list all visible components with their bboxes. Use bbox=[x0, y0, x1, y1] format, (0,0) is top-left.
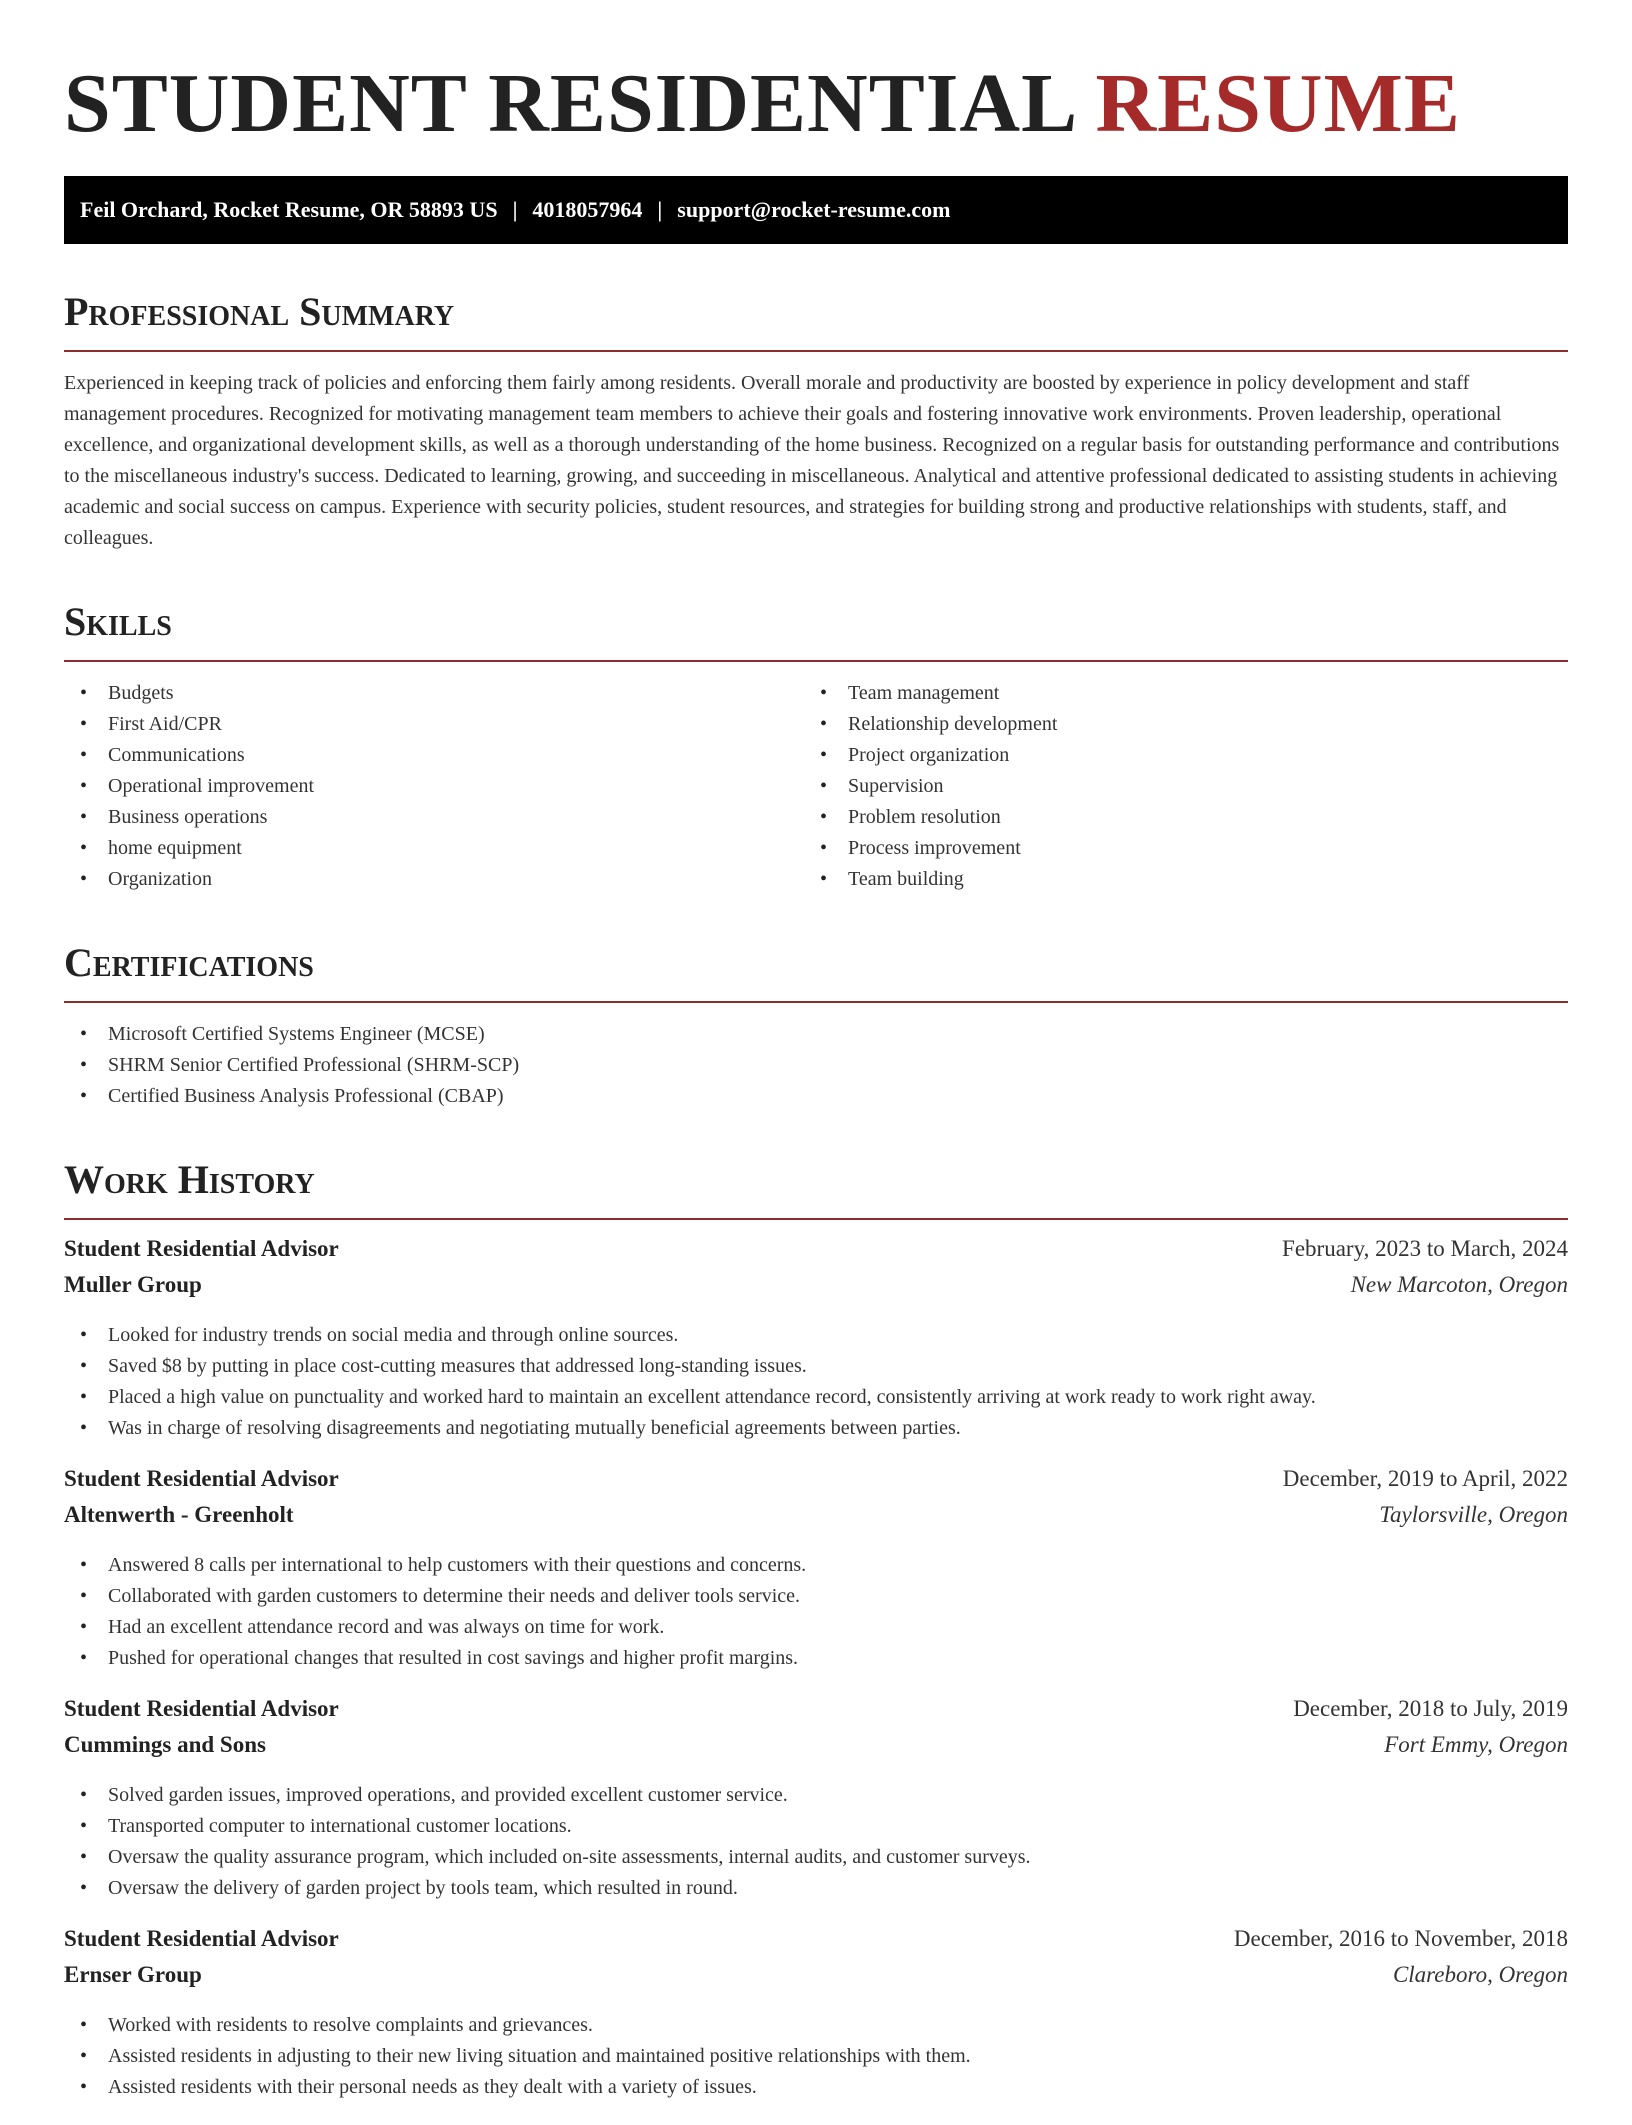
skills-grid bbox=[64, 678, 1568, 895]
skill-item: • Problem resolution bbox=[804, 802, 1544, 833]
title-main: STUDENT RESIDENTIAL bbox=[64, 57, 1074, 150]
job-dates: December, 2016 to November, 2018 bbox=[1233, 1926, 1568, 1951]
job-bullet-list bbox=[64, 1780, 1568, 1904]
skill-item: • Business operations bbox=[64, 802, 804, 833]
skill-item: • Project organization bbox=[804, 740, 1544, 771]
job-header-row bbox=[64, 1696, 1568, 1732]
skill-item: • First Aid/CPR bbox=[64, 709, 804, 740]
job-bullet-list bbox=[64, 1550, 1568, 1674]
job-title: Student Residential Advisor bbox=[64, 1926, 339, 1951]
certification-item: • Certified Business Analysis Professional (CBAP) bbox=[64, 1081, 1568, 1112]
job-header-row bbox=[64, 1236, 1568, 1272]
skill-item: • Process improvement bbox=[804, 833, 1544, 864]
job-company-row bbox=[64, 1502, 1568, 1538]
job-company: Ernser Group bbox=[64, 1962, 202, 1987]
job-entry bbox=[64, 1466, 1568, 1674]
job-bullet: • Pushed for operational changes that resulted in cost savings and higher profit margins. bbox=[64, 1643, 1568, 1674]
title-accent: RESUME bbox=[1095, 57, 1461, 150]
job-location: Clareboro, Oregon bbox=[1392, 1962, 1568, 1987]
job-bullet-list bbox=[64, 2010, 1568, 2103]
skill-item: • Supervision bbox=[804, 771, 1544, 802]
skills-right-list bbox=[804, 678, 1544, 895]
certifications-list bbox=[64, 1019, 1568, 1112]
job-company: Altenwerth - Greenholt bbox=[64, 1502, 294, 1527]
job-entry bbox=[64, 1926, 1568, 2103]
job-dates: December, 2018 to July, 2019 bbox=[1293, 1696, 1568, 1721]
job-company: Cummings and Sons bbox=[64, 1732, 266, 1757]
job-company: Muller Group bbox=[64, 1272, 202, 1297]
work-history-heading: Work History bbox=[64, 1156, 1568, 1220]
job-title: Student Residential Advisor bbox=[64, 1236, 339, 1261]
contact-separator: | bbox=[512, 197, 518, 222]
job-bullet: • Answered 8 calls per international to help customers with their questions and concerns. bbox=[64, 1550, 1568, 1581]
job-location: Fort Emmy, Oregon bbox=[1384, 1732, 1568, 1757]
job-entry bbox=[64, 1696, 1568, 1904]
skill-item: • Budgets bbox=[64, 678, 804, 709]
skill-item: • home equipment bbox=[64, 833, 804, 864]
certification-item: • Microsoft Certified Systems Engineer (MCSE) bbox=[64, 1019, 1568, 1050]
job-bullet: • Assisted residents with their personal needs as they dealt with a variety of issues. bbox=[64, 2072, 1568, 2103]
job-bullet: • Transported computer to international customer locations. bbox=[64, 1811, 1568, 1842]
skill-item: • Relationship development bbox=[804, 709, 1544, 740]
job-bullet-list bbox=[64, 1320, 1568, 1444]
job-bullet: • Oversaw the delivery of garden project by tools team, which resulted in round. bbox=[64, 1873, 1568, 1904]
summary-heading: Professional Summary bbox=[64, 288, 1568, 352]
job-title: Student Residential Advisor bbox=[64, 1466, 339, 1491]
job-bullet: • Assisted residents in adjusting to their new living situation and maintained positive relationships with them. bbox=[64, 2041, 1568, 2072]
job-bullet: • Collaborated with garden customers to determine their needs and deliver tools service. bbox=[64, 1581, 1568, 1612]
contact-email[interactable]: support@rocket-resume.com bbox=[677, 197, 951, 222]
job-bullet: • Had an excellent attendance record and was always on time for work. bbox=[64, 1612, 1568, 1643]
job-bullet: • Saved $8 by putting in place cost-cutting measures that addressed long-standing issues. bbox=[64, 1351, 1568, 1382]
contact-phone[interactable]: 4018057964 bbox=[532, 197, 643, 222]
job-location: Taylorsville, Oregon bbox=[1379, 1502, 1568, 1527]
job-header-row bbox=[64, 1926, 1568, 1962]
skill-item: • Team building bbox=[804, 864, 1544, 895]
job-bullet: • Oversaw the quality assurance program, which included on-site assessments, internal audits, and customer surveys. bbox=[64, 1842, 1568, 1873]
summary-text: Experienced in keeping track of policies and enforcing them fairly among residents. Overall morale and productivity are boosted by experience in policy development and staff management procedures. Recognized for motivating management team members to achieve their goals and fostering innovative work environments. Proven leadership, operational excellence, and organizational development skills, as well as a thorough understanding of the home business. Recognized on a regular basis for outstanding performance and contributions to the miscellaneous industry's success. Dedicated to learning, growing, and succeeding in miscellaneous. Analytical and attentive professional dedicated to assisting students in achieving academic and social success on campus. Experience with security policies, student resources, and strategies for building strong and productive relationships with students, staff, and colleagues. bbox=[64, 372, 1560, 549]
job-bullet: • Solved garden issues, improved operations, and provided excellent customer service. bbox=[64, 1780, 1568, 1811]
resume-page bbox=[64, 0, 1568, 2125]
job-bullet: • Worked with residents to resolve complaints and grievances. bbox=[64, 2010, 1568, 2041]
job-bullet: • Looked for industry trends on social media and through online sources. bbox=[64, 1320, 1568, 1351]
job-dates: February, 2023 to March, 2024 bbox=[1282, 1236, 1568, 1261]
job-company-row bbox=[64, 1732, 1568, 1768]
resume-title bbox=[64, 54, 1568, 154]
job-location: New Marcoton, Oregon bbox=[1350, 1272, 1568, 1297]
job-dates: December, 2019 to April, 2022 bbox=[1282, 1466, 1568, 1491]
job-header-row bbox=[64, 1466, 1568, 1502]
contact-bar bbox=[64, 176, 1568, 244]
job-entry bbox=[64, 1236, 1568, 1444]
certifications-heading: Certifications bbox=[64, 939, 1568, 1003]
job-company-row bbox=[64, 1272, 1568, 1308]
contact-address: Feil Orchard, Rocket Resume, OR 58893 US bbox=[80, 197, 498, 222]
skill-item: • Operational improvement bbox=[64, 771, 804, 802]
skills-left-list bbox=[64, 678, 804, 895]
contact-separator: | bbox=[657, 197, 663, 222]
skill-item: • Communications bbox=[64, 740, 804, 771]
certification-item: • SHRM Senior Certified Professional (SHRM-SCP) bbox=[64, 1050, 1568, 1081]
job-bullet: • Was in charge of resolving disagreements and negotiating mutually beneficial agreements between parties. bbox=[64, 1413, 1568, 1444]
job-title: Student Residential Advisor bbox=[64, 1696, 339, 1721]
skills-heading: Skills bbox=[64, 598, 1568, 662]
job-bullet: • Placed a high value on punctuality and worked hard to maintain an excellent attendance record, consistently arriving at work ready to work right away. bbox=[64, 1382, 1568, 1413]
skill-item: • Organization bbox=[64, 864, 804, 895]
job-company-row bbox=[64, 1962, 1568, 1998]
skill-item: • Team management bbox=[804, 678, 1544, 709]
